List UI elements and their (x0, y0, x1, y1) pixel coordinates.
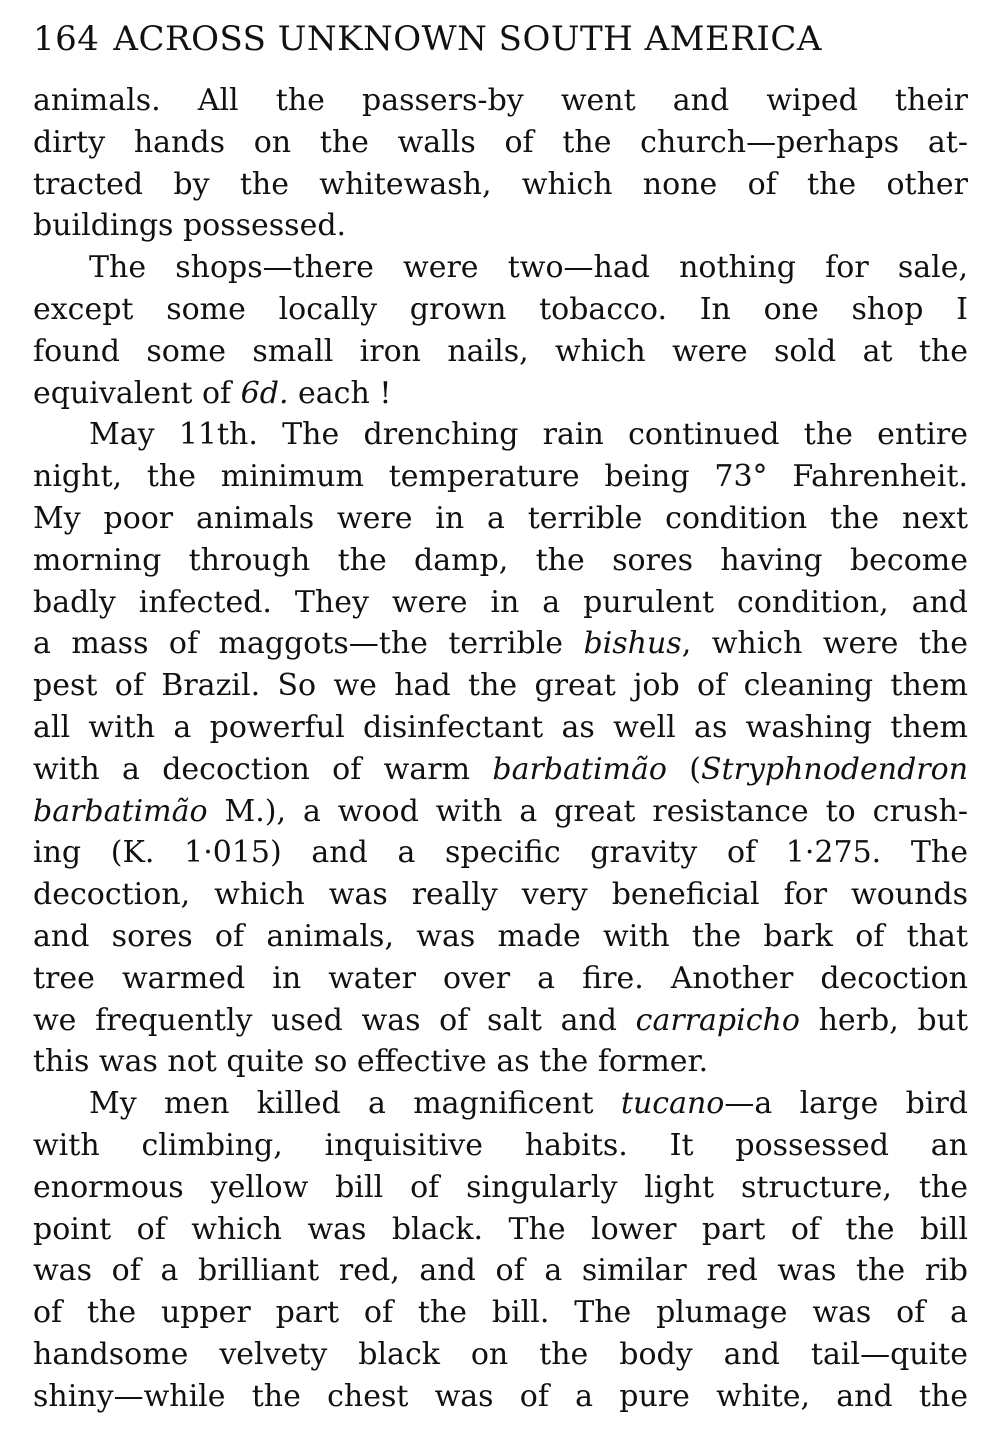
running-header (33, 18, 968, 60)
text-run: , which were the (681, 626, 968, 662)
text-run: buildings possessed. (33, 208, 347, 244)
text-line (33, 1376, 968, 1418)
text-run: tracted by the whitewash, which none of the other (33, 166, 968, 202)
text-run: badly infected. They were in a purulent condition, and (33, 584, 968, 620)
text-line (33, 80, 968, 122)
text-run: shiny—while the chest was of a pure white, and the (33, 1378, 968, 1414)
text-run: enormous yellow bill of singularly light structure, the (33, 1169, 968, 1205)
text-run: ( (666, 751, 701, 787)
text-run: a mass of maggots—the terrible (33, 626, 584, 662)
text-line (33, 205, 968, 247)
text-run: decoction, which was really very beneficial for wounds (33, 877, 968, 913)
body-text (33, 80, 968, 1418)
text-run: pest of Brazil. So we had the great job of cleaning them (33, 668, 968, 704)
text-run: handsome velvety black on the body and tail—quite (33, 1336, 968, 1372)
text-line (33, 1292, 968, 1334)
italic-text: barbatimão (492, 751, 667, 787)
text-run: tree warmed in water over a fire. Another decoction (33, 960, 968, 996)
text-line (33, 289, 968, 331)
text-run: this was not quite so effective as the former. (33, 1044, 709, 1080)
text-line (33, 623, 968, 665)
text-run: with climbing, inquisitive habits. It possessed an (33, 1127, 968, 1163)
text-line (33, 582, 968, 624)
text-line (33, 1334, 968, 1376)
text-run: equivalent of (33, 375, 241, 411)
text-run: herb, but (799, 1002, 968, 1038)
text-line (33, 1083, 968, 1125)
text-run: was of a brilliant red, and of a similar red was the rib (33, 1253, 968, 1289)
text-line (33, 916, 968, 958)
italic-text: bishus (583, 626, 682, 662)
text-line (33, 665, 968, 707)
text-line (33, 707, 968, 749)
text-line (33, 331, 968, 373)
text-line (33, 874, 968, 916)
text-line (33, 1000, 968, 1042)
text-run: animals. All the passers-by went and wiped their (33, 83, 968, 118)
text-line (33, 791, 968, 833)
text-line (33, 1125, 968, 1167)
text-run: night, the minimum temperature being 73° Fahrenheit. (33, 459, 968, 495)
text-line (33, 1250, 968, 1292)
text-line (33, 832, 968, 874)
text-line (33, 373, 968, 415)
text-run: we frequently used was of salt and (33, 1002, 636, 1038)
text-run: except some locally grown tobacco. In one shop I (33, 291, 968, 327)
paragraph (33, 80, 968, 247)
paragraph (33, 414, 968, 1083)
text-run: each ! (288, 375, 392, 411)
text-run: found some small iron nails, which were sold at the (33, 333, 968, 369)
page-number: 164 (33, 19, 100, 59)
italic-text: barbatimão (33, 793, 208, 829)
text-line (33, 1209, 968, 1251)
text-run: M.), a wood with a great resistance to crush- (207, 793, 968, 829)
text-run: The shops—there were two—had nothing for sale, (89, 250, 968, 286)
italic-text: tucano (620, 1086, 725, 1122)
text-line (33, 498, 968, 540)
text-line (33, 122, 968, 164)
text-run: May 11th. The drenching rain continued the entire (89, 417, 968, 453)
text-line (33, 1167, 968, 1209)
text-line (33, 1041, 968, 1083)
text-run: —a large bird (724, 1086, 968, 1122)
text-run: morning through the damp, the sores having become (33, 542, 968, 578)
text-line (33, 414, 968, 456)
paragraph (33, 247, 968, 414)
text-run: My poor animals were in a terrible condition the next (33, 500, 968, 536)
text-line (33, 456, 968, 498)
text-run: of the upper part of the bill. The plumage was of a (33, 1295, 968, 1331)
text-run: point of which was black. The lower part of the bill (33, 1211, 968, 1247)
text-line (33, 958, 968, 1000)
text-line (33, 247, 968, 289)
text-line (33, 749, 968, 791)
text-run: My men killed a magnificent (89, 1086, 621, 1122)
text-line (33, 164, 968, 206)
text-run: all with a powerful disinfectant as well as washing them (33, 709, 968, 745)
italic-text: carrapicho (635, 1002, 800, 1038)
text-run: ing (K. 1·015) and a specific gravity of 1·275. The (33, 835, 968, 871)
running-title: ACROSS UNKNOWN SOUTH AMERICA (113, 19, 822, 59)
text-run: with a decoction of warm (33, 751, 493, 787)
text-line (33, 540, 968, 582)
paragraph (33, 1083, 968, 1417)
text-run: dirty hands on the walls of the church—perhaps at- (33, 124, 968, 160)
text-run: and sores of animals, was made with the bark of that (33, 918, 968, 954)
italic-text: Stryphnodendron (701, 751, 969, 787)
italic-text: 6d. (240, 375, 289, 411)
